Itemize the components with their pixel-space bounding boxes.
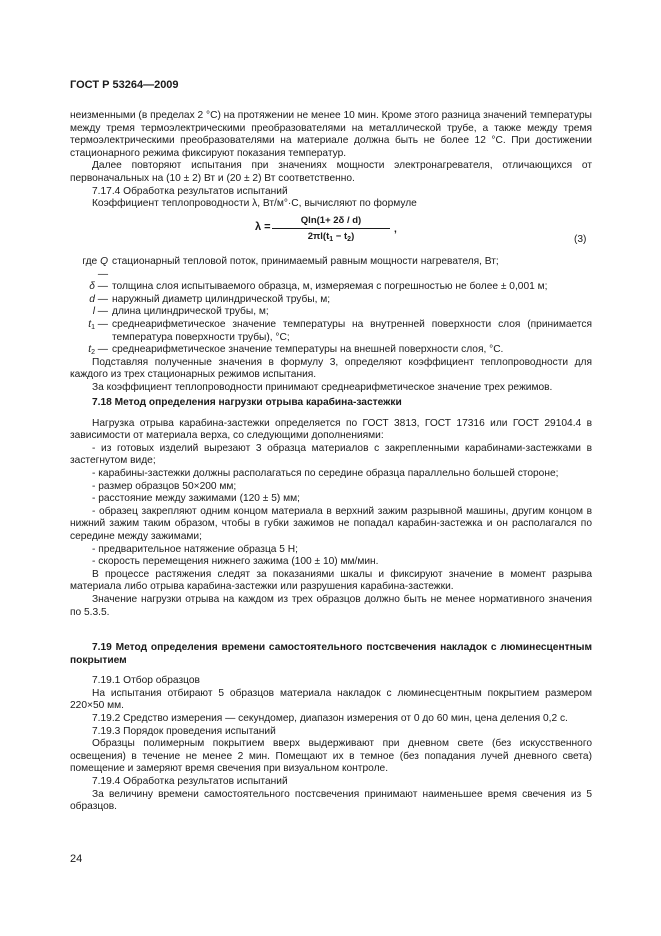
formula-lhs: λ = <box>255 221 271 233</box>
paragraph: Значение нагрузки отрыва на каждом из трех образцов должно быть не менее нормативного значения по 5.3.5. <box>70 593 592 618</box>
paragraph: За величину времени самостоятельного постсвечения принимают наименьшее время свечения из 5 образцов. <box>70 788 592 813</box>
paragraph: В процессе растяжения следят за показаниями шкалы и фиксируют значение в момент разрыва материала либо отрыва карабина-застежки или разрушения карабина-застежки. <box>70 568 592 593</box>
definition-item: $t_1$ — среднеарифметическое значение температуры на внутренней поверхности слоя (принимается температура поверхности трубы), °С; <box>88 318 592 343</box>
section-7-19 <box>70 642 592 814</box>
formula-fraction <box>272 214 390 243</box>
formula-numerator: Qln(1+ 2δ / d) <box>300 215 362 226</box>
list-item: - из готовых изделий вырезают 3 образца материалов с закрепленными карабинами-застежками в застегнутом виде; <box>70 442 592 467</box>
equation-number: (3) <box>574 234 587 245</box>
list-item: - карабины-застежки должны располагаться по середине образца параллельно большей стороне; <box>92 467 559 479</box>
subsection-heading: 7.19.1 Отбор образцов <box>92 675 200 687</box>
list-item: - образец закрепляют одним концом материала в верхний зажим разрывной машины, другим концом в нижний зажим таким образом, чтобы в губки зажимов не попадал карабин-застежка и он располагался по середине между зажимами; <box>70 505 592 542</box>
list-item: - расстояние между зажимами (120 ± 5) мм; <box>92 493 300 505</box>
subsection-heading: 7.19.3 Порядок проведения испытаний <box>92 725 276 737</box>
document-header: ГОСТ Р 53264—2009 <box>70 79 179 91</box>
list-item: - скорость перемещения нижнего зажима (100 ± 10) мм/мин. <box>92 556 379 568</box>
paragraph: Нагрузка отрыва карабина-застежки определяется по ГОСТ 3813, ГОСТ 17316 или ГОСТ 29104.4 в зависимости от материала верха, со следующими дополнениями: <box>70 417 592 442</box>
paragraph: неизменными (в пределах 2 °С) на протяжении не менее 10 мин. Кроме этого разница значений температуры между тремя термоэлектрическими преобразователями на металлической трубе, а также между тремя термоэлектрическими преобразователями на материале должна быть не более 12 °С. При достижении стационарного режима фиксируют показания температур. <box>70 110 592 159</box>
page-number: 24 <box>70 853 83 865</box>
paragraph: 7.19.2 Средство измерения — секундомер, диапазон измерения от 0 до 60 мин, цена деления 0,2 с. <box>92 712 568 724</box>
definition-item: d — наружный диаметр цилиндрической трубы, м; <box>89 293 331 305</box>
definition-item: δ — толщина слоя испытываемого образца, м, измеряемая с погрешностью не более ± 0,001 м; <box>89 281 548 293</box>
section-7-18 <box>70 397 592 619</box>
formula-3 <box>252 214 402 250</box>
formula-comma: , <box>394 224 397 235</box>
paragraph: Далее повторяют испытания при значениях мощности электронагревателя, отличающихся от первоначальных на (10 ± 2) Вт и (20 ± 2) Вт соответственно. <box>70 160 592 184</box>
paragraph: На испытания отбирают 5 образцов материала накладок с люминесцентным покрытием размером 220×50 мм. <box>70 687 592 712</box>
definition-item: $t_2$ — среднеарифметическое значение температуры на внешней поверхности слоя, °С. <box>88 344 504 357</box>
fraction-bar <box>272 228 390 229</box>
formula-denominator: $2\pi l(t_1 - t_2)$ <box>307 231 355 243</box>
list-item: - размер образцов 50×200 мм; <box>92 480 237 492</box>
section-heading: 7.18 Метод определения нагрузки отрыва карабина-застежки <box>92 397 402 408</box>
definition-item: где Q — стационарный тепловой поток, принимаемый равным мощности нагревателя, Вт; <box>82 256 499 280</box>
subsection-heading: 7.19.4 Обработка результатов испытаний <box>92 775 288 787</box>
list-item: - предварительное натяжение образца 5 Н; <box>92 543 298 555</box>
paragraph: Подставляя полученные значения в формулу 3, определяют коэффициент теплопроводности для каждого из трех стационарных режимов испытания. <box>70 356 592 381</box>
intro-block <box>70 110 592 211</box>
section-heading: 7.19 Метод определения времени самостоятельного постсвечения накладок с люминесцентным покрытием <box>70 642 592 666</box>
paragraph: Образцы полимерным покрытием вверх выдерживают при дневном свете (без искусственного освещения) в течение не менее 2 мин. Помещают их в темное (без попадания лучей дневного света) помещение и замеряют время свечения при визуальном контроле. <box>70 738 592 775</box>
definitions-list <box>70 256 592 395</box>
subsection-heading: 7.17.4 Обработка результатов испытаний <box>92 185 288 197</box>
paragraph: Коэффициент теплопроводности λ, Вт/м°·С, вычисляют по формуле <box>92 198 417 210</box>
definition-item: l — длина цилиндрической трубы, м; <box>92 306 269 318</box>
paragraph: За коэффициент теплопроводности принимают среднеарифметическое значение трех режимов. <box>92 381 553 393</box>
